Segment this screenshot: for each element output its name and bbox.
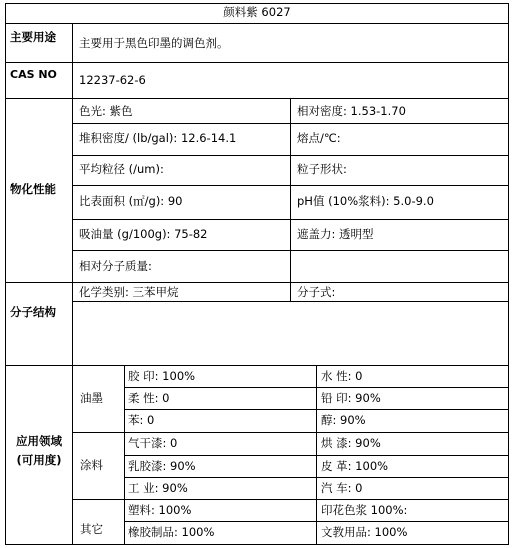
applications-label-line1: 应用领域 bbox=[16, 434, 62, 448]
physchem-label: 物化性能 bbox=[10, 182, 56, 196]
grid-line bbox=[72, 23, 73, 545]
grid-line bbox=[290, 282, 291, 301]
formula-value: 分子式: bbox=[297, 285, 336, 299]
other-row-2-left: 橡胶制品: 100% bbox=[128, 525, 215, 539]
hiding-power-value: 遮盖力: 透明型 bbox=[297, 227, 374, 241]
page-title: 颜料紫 6027 bbox=[223, 5, 291, 19]
grid-line bbox=[508, 3, 509, 545]
other-row-1-left: 塑料: 100% bbox=[128, 503, 192, 517]
other-row-1-right: 印花色浆 100%: bbox=[321, 503, 408, 517]
ph-value: pH值 (10%浆料): 5.0-9.0 bbox=[297, 194, 434, 208]
relative-density-value: 相对密度: 1.53-1.70 bbox=[297, 104, 406, 118]
specific-surface-value: 比表面积 (㎡/g): 90 bbox=[79, 194, 183, 208]
main-use-label: 主要用途 bbox=[10, 30, 56, 44]
coating-row-3-left: 工 业: 90% bbox=[128, 481, 188, 495]
grid-line bbox=[5, 3, 509, 4]
coating-category-label: 涂料 bbox=[80, 458, 103, 472]
applications-label bbox=[6, 432, 72, 470]
applications-label-line2: (可用度) bbox=[16, 453, 62, 467]
coating-row-2-left: 乳胶漆: 90% bbox=[128, 459, 196, 473]
molecular-weight-value: 相对分子质量: bbox=[79, 259, 152, 273]
grid-line bbox=[5, 544, 509, 545]
melting-point-value: 熔点/℃: bbox=[297, 131, 341, 145]
chem-class-value: 化学类别: 三苯甲烷 bbox=[79, 285, 179, 299]
particle-shape-value: 粒子形状: bbox=[297, 162, 347, 176]
cas-label: CAS NO bbox=[10, 68, 57, 81]
ink-category-label: 油墨 bbox=[80, 391, 103, 405]
molecular-structure-label: 分子结构 bbox=[10, 305, 56, 319]
coating-row-1-left: 气干漆: 0 bbox=[128, 436, 178, 450]
other-category-label: 其它 bbox=[80, 522, 103, 536]
bulk-density-value: 堆积密度/ (lb/gal): 12.6-14.1 bbox=[79, 131, 237, 145]
ink-row-1-left: 胶 印: 100% bbox=[128, 369, 196, 383]
coating-row-3-right: 汽 车: 0 bbox=[321, 481, 363, 495]
cas-value: 12237-62-6 bbox=[79, 73, 146, 87]
coating-row-2-right: 皮 革: 100% bbox=[321, 459, 389, 473]
coating-row-1-right: 烘 漆: 90% bbox=[321, 436, 381, 450]
ink-row-3-right: 醇: 90% bbox=[321, 413, 366, 427]
ink-row-2-right: 铅 印: 90% bbox=[321, 391, 381, 405]
ink-row-2-left: 柔 性: 0 bbox=[128, 391, 170, 405]
grid-line bbox=[316, 365, 317, 545]
grid-line bbox=[5, 365, 509, 366]
shade-value: 色光: 紫色 bbox=[79, 104, 133, 118]
oil-absorption-value: 吸油量 (g/100g): 75-82 bbox=[79, 227, 208, 241]
avg-particle-size-value: 平均粒径 (/um): bbox=[79, 162, 164, 176]
grid-line bbox=[124, 365, 125, 545]
grid-line bbox=[5, 282, 509, 283]
grid-line bbox=[290, 98, 291, 282]
ink-row-1-right: 水 性: 0 bbox=[321, 369, 363, 383]
grid-line bbox=[72, 432, 509, 433]
main-use-text: 主要用于黑色印墨的调色剂。 bbox=[79, 36, 229, 50]
grid-line bbox=[72, 499, 509, 500]
other-row-2-right: 文教用品: 100% bbox=[321, 525, 408, 539]
ink-row-3-left: 苯: 0 bbox=[128, 413, 155, 427]
grid-line bbox=[5, 62, 509, 63]
grid-line bbox=[5, 98, 509, 99]
grid-line bbox=[5, 23, 509, 24]
grid-line bbox=[72, 301, 509, 302]
